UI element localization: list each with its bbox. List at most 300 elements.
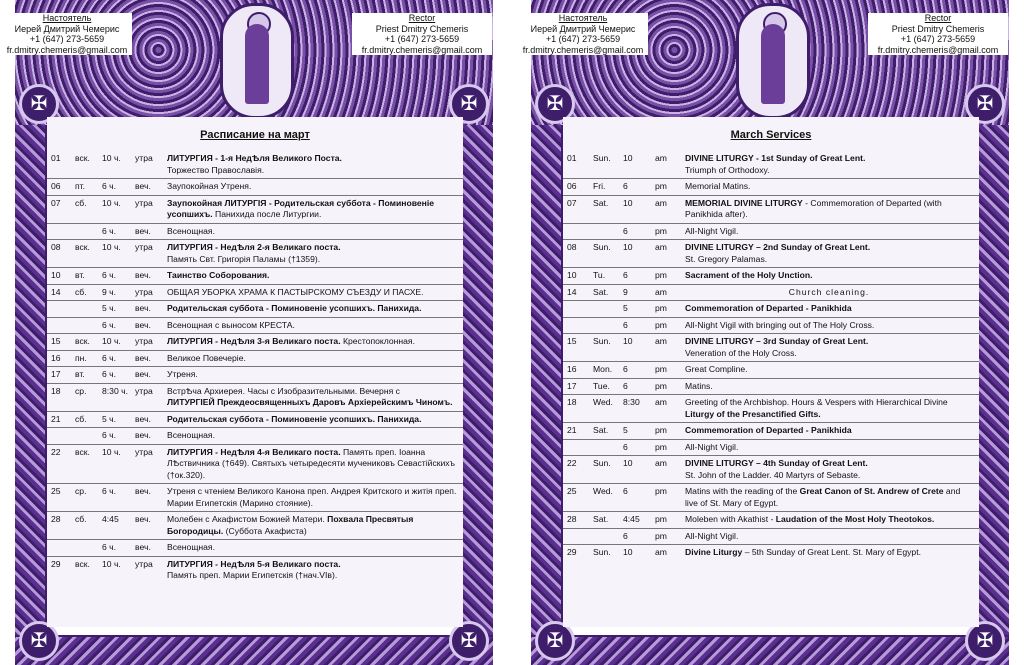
schedule-row: [563, 529, 979, 546]
event-text: Matins with the reading of the: [685, 486, 800, 496]
theotokos-icon: [736, 3, 810, 119]
event-cell: [685, 512, 973, 528]
period-cell: am: [655, 336, 667, 346]
time-cell: 6: [623, 530, 628, 541]
contact-block-left: [2, 13, 132, 55]
event-line: [167, 447, 457, 482]
event-cell: [685, 268, 973, 284]
event-cell: [167, 301, 457, 317]
contact-name: Priest Dmitry Chemeris: [891, 23, 985, 34]
event-subtext: Veneration of the Holy Cross.: [685, 347, 797, 358]
event-cell: [685, 440, 973, 456]
event-line: [167, 353, 457, 365]
cross-medallion-icon: ✠: [965, 84, 1005, 124]
day-cell: 14: [51, 286, 61, 297]
event-title: ЛИТУРГИЯ - НедѢля 3-я Великаго поста.: [167, 336, 341, 346]
weekday-cell: вт.: [75, 369, 85, 379]
time-cell: 6 ч.: [102, 225, 117, 236]
event-cell: [167, 384, 457, 411]
event-cell: [167, 268, 457, 284]
event-title: DIVINE LITURGY - 1st Sunday of Great Lent.: [685, 153, 866, 163]
event-title: Commemoration of Departed - Panikhida: [685, 303, 852, 313]
event-line: [167, 542, 457, 554]
event-text: ОБЩАЯ УБОРКА ХРАМА К ПАСТЫРСКОМУ СЪЕЗДУ И ПАСХЕ.: [167, 286, 424, 297]
event-line: [685, 242, 973, 254]
day-cell: 28: [51, 514, 61, 524]
weekday-cell: сб.: [75, 286, 87, 297]
weekday-cell: вск.: [75, 242, 90, 252]
weekday-cell: вск.: [75, 153, 90, 163]
schedule-content: [563, 117, 979, 627]
event-line: [167, 242, 457, 254]
contact-block-right: [868, 13, 1008, 55]
time-cell: 10 ч.: [102, 336, 121, 346]
time-cell: 6 ч.: [102, 369, 117, 379]
event-title: Sacrament of the Holy Unction.: [685, 270, 813, 280]
day-cell: 15: [51, 336, 61, 346]
event-line: [685, 320, 973, 332]
time-cell: 6 ч.: [102, 542, 117, 552]
event-line: [167, 369, 457, 381]
event-line: [685, 381, 973, 393]
event-text: Утреня.: [167, 369, 198, 379]
cross-medallion-icon: ✠: [535, 84, 575, 124]
event-line: [685, 303, 973, 315]
schedule-row: [563, 224, 979, 241]
event-cell: [685, 379, 973, 395]
event-cell: [167, 512, 457, 539]
schedule-row: [563, 362, 979, 379]
event-title: Divine Liturgy: [685, 547, 743, 557]
schedule-row: [47, 196, 463, 224]
period-cell: веч.: [135, 486, 151, 496]
event-cell: [167, 334, 457, 350]
event-line: [167, 320, 457, 332]
day-cell: 21: [51, 413, 61, 424]
event-text: Greeting of the Archbishop. Hours & Vespers with Hierarchical Divine: [685, 397, 948, 407]
time-cell: 6: [623, 181, 628, 191]
schedule-row: [563, 512, 979, 529]
contact-phone: +1 (647) 273-5659: [29, 34, 105, 44]
time-cell: 6: [623, 270, 628, 280]
period-cell: am: [655, 197, 667, 208]
period-cell: am: [655, 242, 667, 252]
event-text: - Commemoration of Departed (with Panikhida after).: [685, 197, 942, 219]
event-line: [685, 153, 973, 165]
event-text: and live of St. Mary of Egypt.: [685, 486, 961, 508]
event-title: Родительская суббота - Поминовеніе усопшихъ. Панихида.: [167, 303, 422, 313]
event-line: [685, 425, 973, 437]
schedule-row: [47, 285, 463, 302]
event-cell: [685, 529, 973, 545]
event-line: [167, 486, 457, 509]
event-line: [685, 442, 973, 454]
weekday-cell: Wed.: [593, 397, 613, 407]
time-cell: 9 ч.: [102, 286, 117, 297]
weekday-cell: Tu.: [593, 270, 606, 280]
weekday-cell: вск.: [75, 336, 90, 346]
event-subtext: Торжество Православія.: [167, 164, 265, 175]
contact-email: fr.dmitry.chemeris@gmail.com: [877, 44, 999, 55]
schedule-row: [563, 379, 979, 396]
event-cell: [685, 240, 973, 267]
period-cell: pm: [655, 530, 667, 541]
event-line: [685, 336, 973, 348]
event-line: [685, 458, 973, 470]
period-cell: веч.: [135, 319, 151, 330]
page-title: Расписание на март: [200, 129, 310, 141]
time-cell: 6: [623, 319, 628, 330]
period-cell: pm: [655, 364, 667, 374]
schedule-row: [563, 334, 979, 362]
schedule-row: [563, 484, 979, 512]
event-text: – 5th Sunday of Great Lent. St. Mary of Egypt.: [742, 547, 921, 557]
event-text: Moleben with Akathist -: [685, 514, 776, 524]
period-cell: am: [655, 397, 667, 407]
day-cell: 07: [51, 197, 61, 208]
event-title: DIVINE LITURGY – 3rd Sunday of Great Lent.: [685, 336, 869, 346]
time-cell: 9: [623, 286, 628, 297]
weekday-cell: сб.: [75, 197, 87, 208]
cross-medallion-icon: ✠: [19, 84, 59, 124]
day-cell: 07: [567, 197, 577, 208]
ornament-right: [461, 125, 493, 665]
day-cell: 10: [51, 270, 61, 280]
event-subtext: Liturgy of the Presanctified Gifts.: [685, 408, 821, 419]
day-cell: 17: [51, 369, 61, 379]
event-line: [167, 559, 457, 571]
period-cell: веч.: [135, 542, 151, 552]
ornament-bottom: [15, 635, 493, 665]
day-cell: 16: [51, 352, 61, 363]
event-cell: [685, 179, 973, 195]
time-cell: 8:30 ч.: [102, 385, 128, 396]
event-line: [167, 226, 457, 238]
period-cell: веч.: [135, 303, 151, 313]
event-line: [685, 181, 973, 193]
schedule-row: [47, 301, 463, 318]
schedule-table: [47, 151, 463, 584]
event-line: [685, 198, 973, 221]
period-cell: pm: [655, 380, 667, 391]
event-text: Matins.: [685, 380, 713, 391]
time-cell: 10: [623, 547, 633, 557]
event-text: Всенощная.: [167, 542, 215, 552]
schedule-row: [47, 334, 463, 351]
event-cell: [167, 557, 457, 584]
schedule-row: [563, 179, 979, 196]
period-cell: веч.: [135, 514, 151, 524]
schedule-row: [47, 412, 463, 429]
event-title: Заупокойная ЛИТУРГІЯ - Родительская суббота - Поминовеніе усопшихъ.: [167, 197, 435, 219]
event-cell: [167, 318, 457, 334]
event-cell: [685, 318, 973, 334]
time-cell: 5 ч.: [102, 303, 117, 313]
contact-email: fr.dmitry.chemeris@gmail.com: [6, 44, 128, 55]
event-text: Всенощная.: [167, 430, 215, 440]
schedule-row: [47, 428, 463, 445]
event-text: Молебен с Акафистом Божией Матери.: [167, 514, 328, 524]
schedule-row: [563, 196, 979, 224]
event-line: [685, 514, 973, 526]
contact-phone: +1 (647) 273-5659: [545, 34, 621, 44]
schedule-row: [563, 440, 979, 457]
event-text: Great Compline.: [685, 364, 748, 374]
event-title: DIVINE LITURGY – 4th Sunday of Great Lent.: [685, 458, 868, 468]
weekday-cell: Wed.: [593, 486, 613, 496]
contact-phone: +1 (647) 273-5659: [384, 34, 460, 44]
day-cell: 01: [51, 153, 61, 163]
schedule-row: [47, 557, 463, 584]
day-cell: 29: [51, 558, 61, 569]
time-cell: 4:45: [623, 514, 640, 524]
schedule-content: [47, 117, 463, 627]
time-cell: 10: [623, 336, 633, 346]
event-subtext: St. John of the Ladder. 40 Martyrs of Sebaste.: [685, 469, 861, 480]
schedule-row: [563, 240, 979, 268]
event-line: [685, 364, 973, 376]
contact-email: fr.dmitry.chemeris@gmail.com: [361, 44, 483, 55]
time-cell: 10 ч.: [102, 446, 121, 457]
schedule-row: [47, 445, 463, 485]
period-cell: pm: [655, 319, 667, 330]
schedule-row: [563, 301, 979, 318]
day-cell: 22: [567, 458, 577, 468]
period-cell: веч.: [135, 181, 151, 191]
event-cell: [685, 484, 973, 511]
event-cell: [685, 224, 973, 240]
day-cell: 01: [567, 153, 577, 163]
event-text: Всенощная.: [167, 225, 215, 236]
event-cell: [167, 484, 457, 511]
schedule-row: [47, 512, 463, 540]
event-line: [685, 397, 973, 409]
event-cell: [167, 224, 457, 240]
event-line: [167, 386, 457, 398]
weekday-cell: Fri.: [593, 181, 606, 191]
event-cell: [685, 545, 973, 561]
event-line: [685, 226, 973, 238]
day-cell: 21: [567, 425, 577, 435]
period-cell: утра: [135, 197, 153, 208]
period-cell: pm: [655, 270, 667, 280]
event-subtext: Память преп. Марии Египетскія (†нач.VIв).: [167, 570, 338, 580]
period-cell: am: [655, 153, 667, 163]
time-cell: 6 ч.: [102, 181, 117, 191]
event-line: [167, 270, 457, 282]
time-cell: 6: [623, 225, 628, 236]
event-line: [167, 414, 457, 426]
cross-medallion-icon: ✠: [449, 621, 489, 661]
time-cell: 6: [623, 364, 628, 374]
schedule-row: [47, 351, 463, 368]
period-cell: утра: [135, 446, 153, 457]
event-cell: [167, 367, 457, 383]
period-cell: am: [655, 458, 667, 468]
event-subtext: ЛИТУРГІЕЙ Преждеосвященныхъ Даровъ Архіерейскимъ Чиномъ.: [167, 397, 453, 407]
period-cell: pm: [655, 425, 667, 435]
time-cell: 10 ч.: [102, 558, 121, 569]
event-line: [167, 181, 457, 193]
event-subtext: Triumph of Orthodoxy.: [685, 164, 770, 175]
event-subtext: Память Свт. Григорія Паламы (†1359).: [167, 253, 321, 264]
ornament-left: [531, 125, 563, 665]
event-line: [685, 547, 973, 559]
event-cell: [685, 395, 973, 422]
event-text: Великое Повечеріе.: [167, 352, 246, 363]
event-cell: [167, 196, 457, 223]
event-cell: [685, 151, 973, 178]
weekday-cell: Sat.: [593, 425, 609, 435]
event-line: [685, 486, 973, 509]
weekday-cell: Sat.: [593, 197, 609, 208]
event-cell: [167, 151, 457, 178]
time-cell: 10: [623, 197, 633, 208]
period-cell: веч.: [135, 225, 151, 236]
contact-name: Иерей Дмитрий Чемерис: [14, 23, 120, 34]
contact-role: Настоятель: [42, 13, 92, 23]
weekday-cell: сб.: [75, 514, 87, 524]
schedule-row: [563, 318, 979, 335]
time-cell: 4:45: [102, 514, 119, 524]
cross-medallion-icon: ✠: [449, 84, 489, 124]
time-cell: 6 ч.: [102, 319, 117, 330]
weekday-cell: ср.: [75, 385, 87, 396]
day-cell: 17: [567, 380, 577, 391]
event-title: DIVINE LITURGY – 2nd Sunday of Great Lent.: [685, 242, 871, 252]
period-cell: pm: [655, 303, 667, 313]
weekday-cell: Sun.: [593, 336, 611, 346]
day-cell: 28: [567, 514, 577, 524]
period-cell: веч.: [135, 270, 151, 280]
event-title: Таинство Соборования.: [167, 270, 270, 280]
event-cell: [167, 240, 457, 267]
schedule-row: [47, 151, 463, 179]
weekday-cell: вт.: [75, 270, 85, 280]
period-cell: am: [655, 286, 667, 297]
cross-medallion-icon: ✠: [535, 621, 575, 661]
event-title: Родительская суббота - Поминовеніе усопшихъ. Панихида.: [167, 413, 422, 424]
weekday-cell: Sat.: [593, 514, 609, 524]
event-text: Всенощная с выносом КРЕСТА.: [167, 319, 295, 330]
weekday-cell: Mon.: [593, 364, 613, 374]
schedule-row: [47, 484, 463, 512]
contact-name: Priest Dmitry Chemeris: [375, 23, 469, 34]
event-line: [167, 287, 457, 299]
event-line: [167, 430, 457, 442]
cross-medallion-icon: ✠: [965, 621, 1005, 661]
period-cell: pm: [655, 225, 667, 236]
time-cell: 10 ч.: [102, 242, 121, 252]
time-cell: 10 ч.: [102, 153, 121, 163]
time-cell: 10: [623, 458, 633, 468]
event-title: ЛИТУРГИЯ - 1-я НедѢля Великого Поста.: [167, 153, 342, 163]
schedule-table: [563, 151, 979, 561]
figure-icon: [245, 24, 269, 104]
event-text: (Суббота Акафиста): [223, 525, 307, 536]
event-line: [167, 336, 457, 348]
weekday-cell: сб.: [75, 413, 87, 424]
day-cell: 15: [567, 336, 577, 346]
ornament-right: [977, 125, 1009, 665]
event-line: [167, 303, 457, 315]
schedule-row: [47, 240, 463, 268]
time-cell: 5: [623, 425, 628, 435]
schedule-row: [47, 224, 463, 241]
contact-phone: +1 (647) 273-5659: [900, 34, 976, 44]
period-cell: веч.: [135, 413, 151, 424]
event-text: Память преп. Іоанна ЛѢствичника (†649). Святыхъ четыредесяти мучениковъ Севастійскихъ (†ок.320).: [167, 446, 455, 480]
event-text: All-Night Vigil.: [685, 530, 739, 541]
event-cell: [167, 285, 457, 301]
contact-block-right: [352, 13, 492, 55]
day-cell: 06: [51, 181, 61, 191]
day-cell: 10: [567, 270, 577, 280]
schedule-row: [563, 151, 979, 179]
period-cell: pm: [655, 486, 667, 496]
period-cell: утра: [135, 385, 153, 396]
event-cell: [167, 428, 457, 444]
page-gutter: [507, 0, 516, 665]
event-line: [167, 514, 457, 537]
period-cell: утра: [135, 558, 153, 569]
event-cell: [685, 456, 973, 483]
cross-medallion-icon: ✠: [19, 621, 59, 661]
event-cell: [167, 540, 457, 556]
event-cell: [685, 196, 973, 223]
time-cell: 5 ч.: [102, 413, 117, 424]
ornament-bottom: [531, 635, 1009, 665]
schedule-row: [47, 384, 463, 412]
event-cell: [167, 445, 457, 484]
schedule-row: [563, 268, 979, 285]
schedule-row: [47, 540, 463, 557]
weekday-cell: вск.: [75, 446, 90, 457]
event-title: Похвала Пресвятыя Богородицы.: [167, 514, 414, 536]
weekday-cell: пт.: [75, 181, 86, 191]
period-cell: pm: [655, 514, 667, 524]
event-title: ЛИТУРГИЯ - НедѢля 2-я Великаго поста.: [167, 242, 341, 252]
weekday-cell: Sun.: [593, 547, 611, 557]
event-title: ЛИТУРГИЯ - НедѢля 5-я Великаго поста.: [167, 558, 341, 569]
event-line: [685, 531, 973, 543]
event-line: [685, 270, 973, 282]
event-text: Memorial Matins.: [685, 181, 751, 191]
time-cell: 8:30: [623, 397, 640, 407]
period-cell: веч.: [135, 352, 151, 363]
contact-role: Rector: [924, 13, 952, 23]
event-text: All-Night Vigil.: [685, 441, 739, 452]
event-text: Крестопоклонная.: [340, 336, 415, 346]
weekday-cell: Sun.: [593, 242, 611, 252]
weekday-cell: Sun.: [593, 458, 611, 468]
event-text: All-Night Vigil with bringing out of The Holy Cross.: [685, 319, 875, 330]
event-line: [167, 153, 457, 165]
day-cell: 08: [51, 242, 61, 252]
event-cell: [685, 285, 973, 301]
schedule-row: [563, 285, 979, 302]
event-title: Great Canon of St. Andrew of Crete: [799, 486, 944, 496]
period-cell: веч.: [135, 369, 151, 379]
event-subtext: St. Gregory Palamas.: [685, 253, 768, 264]
contact-name: Иерей Дмитрий Чемерис: [530, 23, 636, 34]
contact-role: Настоятель: [558, 13, 608, 23]
figure-icon: [761, 24, 785, 104]
time-cell: 6: [623, 441, 628, 452]
period-cell: pm: [655, 441, 667, 452]
period-cell: утра: [135, 286, 153, 297]
weekday-cell: Sat.: [593, 286, 609, 297]
